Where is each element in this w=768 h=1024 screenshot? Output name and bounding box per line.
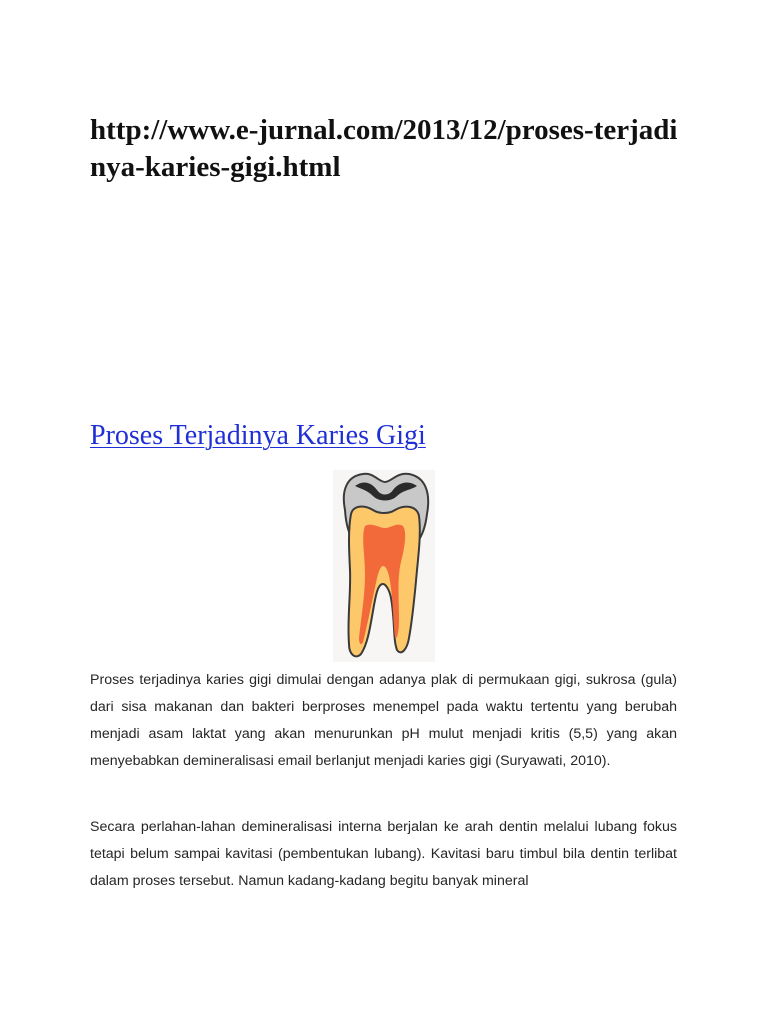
tooth-figure [333,470,435,662]
tooth-cross-section-icon [333,470,435,662]
paragraph-1: Proses terjadinya karies gigi dimulai dengan adanya plak di permukaan gigi, sukrosa (gula) dari sisa makanan dan bakteri berproses menempel pada waktu tertentu yang berubah menjadi asam laktat yang akan menurunkan pH mulut menjadi kritis (5,5) yang akan menyebabkan demineralisasi email berlanjut menjadi karies gigi (Suryawati, 2010). [90,672,677,769]
source-url-heading: http://www.e-jurnal.com/2013/12/proses-terjadinya-karies-gigi.html [90,114,678,183]
paragraph-2: Secara perlahan-lahan demineralisasi interna berjalan ke arah dentin melalui lubang fokus tetapi belum sampai kavitasi (pembentukan lubang). Kavitasi baru timbul bila dentin terlibat dalam proses tersebut. Namun kadang-kadang begitu banyak mineral [90,819,677,889]
article-title-link[interactable]: Proses Terjadinya Karies Gigi [90,420,426,451]
